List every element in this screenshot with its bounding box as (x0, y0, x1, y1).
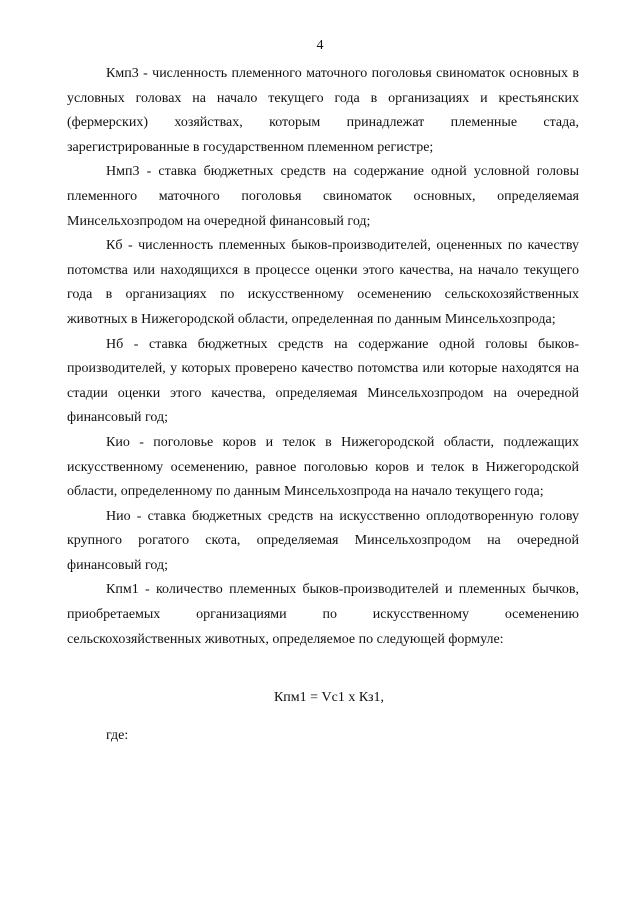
paragraph-kpm1: Кпм1 - количество племенных быков-производителей и племенных бычков, приобретаемых организациями по искусственному осеменению сельскохозяйственных животных, определяемое по следующей формуле: (67, 582, 579, 647)
formula: Кпм1 = Vc1 x Кз1, (273, 690, 385, 706)
paragraph-kio: Кио - поголовье коров и телок в Нижегородской области, подлежащих искусственному осеменению, равное поголовью коров и телок в Нижегородской области, определенному по данным Минсельхозпрода на начало текущего года; (67, 434, 579, 500)
paragraph-nio: Нио - ставка бюджетных средств на искусственно оплодотворенную голову крупного рогатого скота, определяемая Минсельхозпродом на очередной финансовый год; (67, 508, 579, 573)
paragraph-kb: Кб - численность племенных быков-производителей, оцененных по качеству потомства или находящихся в процессе оценки этого качества, на начало текущего года в организациях по искусственному осеменению сельскохозяйственных животных в Нижегородской области, определенная по данным Минсельхозпрода; (67, 238, 579, 327)
where-label: где: (106, 727, 129, 743)
paragraph-nb: Нб - ставка бюджетных средств на содержание одной головы быков-производителей, у которых проверено качество потомства или которые находятся на стадии оценки этого качества, определяемая Минсельхозпродом на очередной финансовый год; (67, 336, 579, 426)
page-number: 4 (316, 38, 324, 53)
paragraph-kmp3: Кмп3 - численность племенного маточного поголовья свиноматок основных в условных головах на начало текущего года в организациях и крестьянских (фермерских) хозяйствах, которым принадлежат племенные стада, зарегистрированные в государственном племенном регистре; (67, 66, 579, 155)
document-body (67, 62, 579, 748)
paragraph-nmp3: Нмп3 - ставка бюджетных средств на содержание одной условной головы племенного маточного поголовья свиноматок основных, определяемая Минсельхозпродом на очередной финансовый год; (67, 164, 579, 229)
